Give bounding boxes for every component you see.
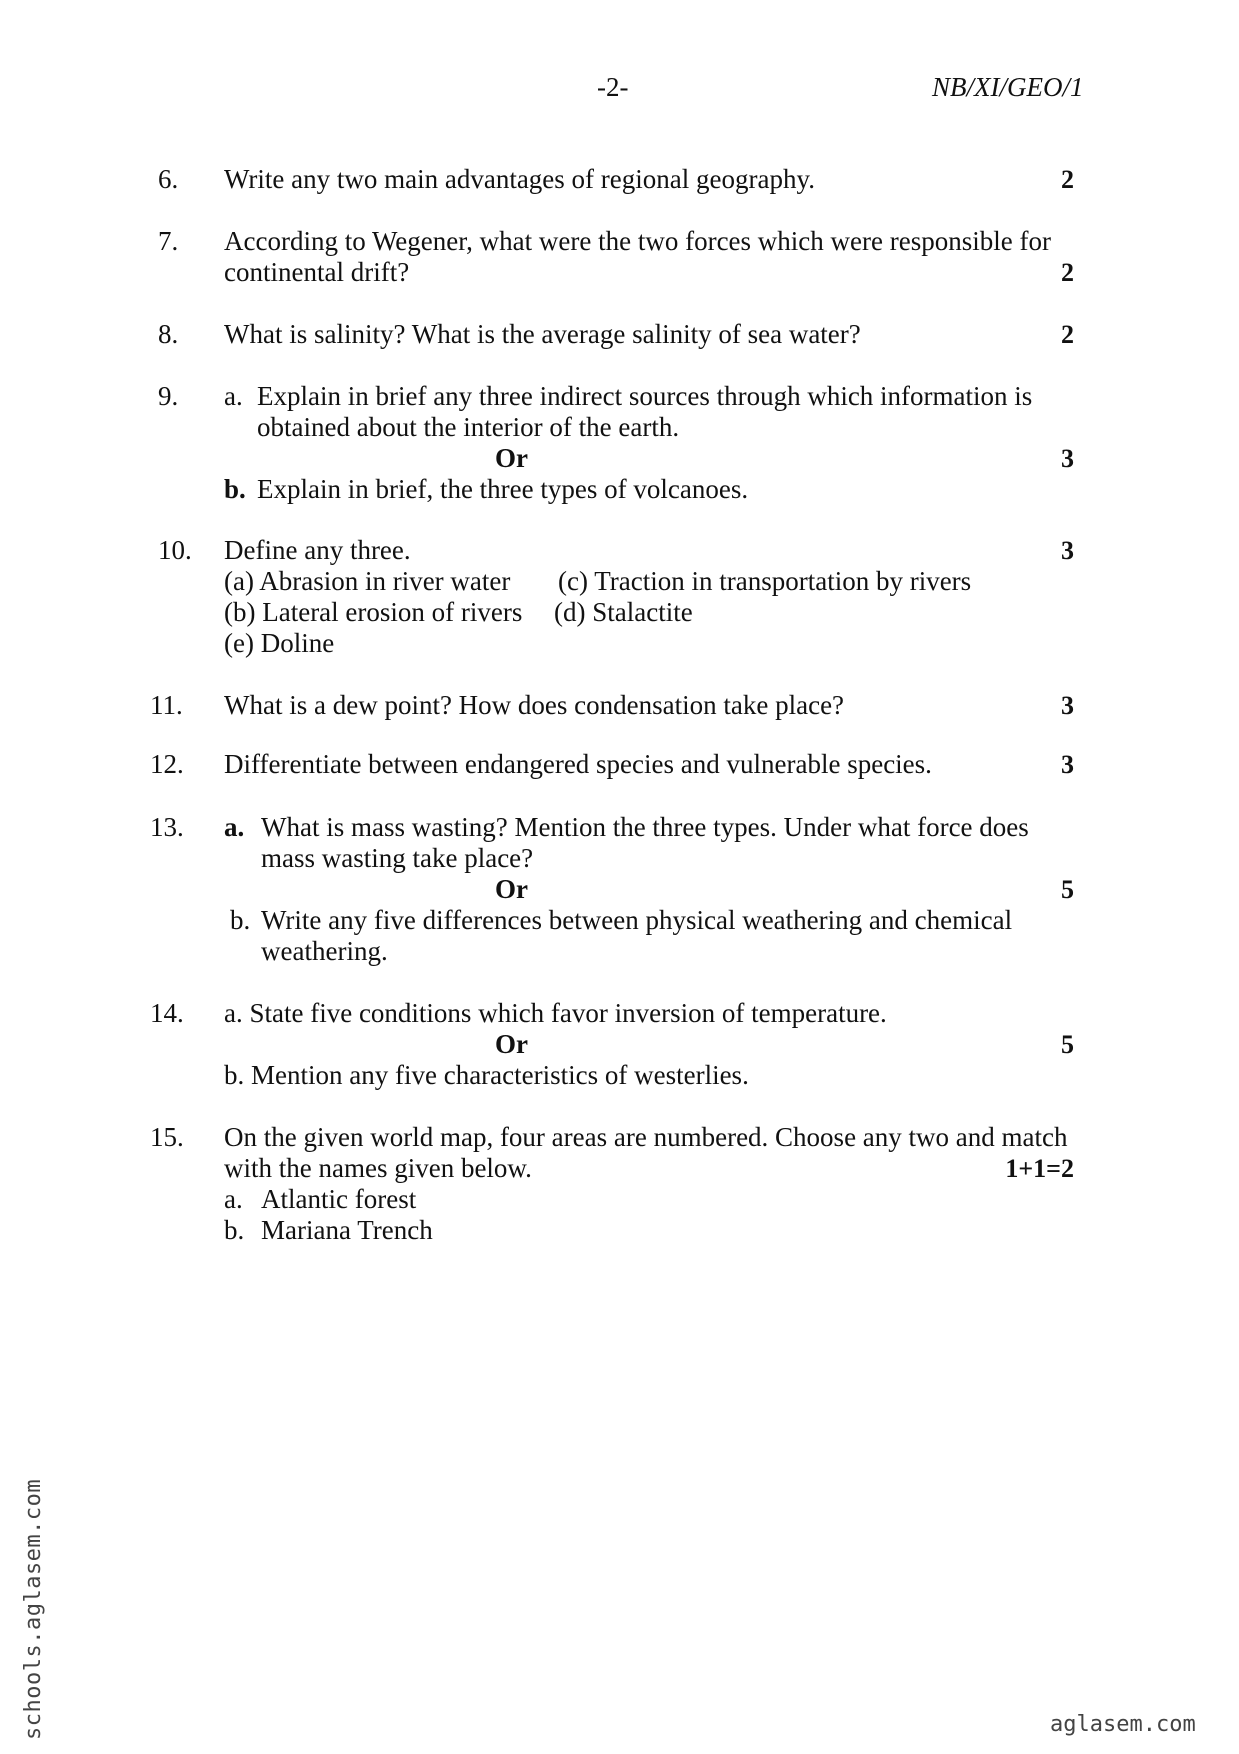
option-text: Mariana Trench: [261, 1215, 433, 1245]
marks: 5: [1061, 875, 1074, 904]
question-text: Write any two main advantages of regional geography.: [224, 164, 815, 194]
marks: 1+1=2: [1005, 1154, 1074, 1183]
option-label: b.: [224, 474, 246, 504]
marks: 2: [1061, 320, 1074, 349]
question-text: What is a dew point? How does condensation take place?: [224, 690, 845, 720]
paper-code: NB/XI/GEO/1: [932, 72, 1084, 102]
option-label: a.: [224, 381, 243, 411]
question-text: Define any three.: [224, 535, 411, 565]
question-text: Write any five differences between physical weathering and chemical: [261, 905, 1013, 935]
option-d: (d) Stalactite: [554, 597, 693, 627]
question-text: Explain in brief any three indirect sources through which information is: [257, 381, 1033, 411]
option-c: (c) Traction in transportation by rivers: [558, 566, 972, 596]
page-number: -2-: [597, 72, 629, 102]
question-text: mass wasting take place?: [261, 843, 534, 873]
option-label: b.: [224, 1215, 245, 1245]
question-text: with the names given below.: [224, 1153, 532, 1183]
option-e: (e) Doline: [224, 628, 335, 658]
question-text: On the given world map, four areas are numbered. Choose any two and match: [224, 1122, 1068, 1152]
side-watermark: schools.aglasem.com: [21, 1478, 46, 1740]
marks: 3: [1061, 444, 1074, 473]
question-number: 6.: [158, 164, 179, 194]
question-number: 12.: [150, 749, 184, 779]
question-text: a. State five conditions which favor inversion of temperature.: [224, 998, 887, 1028]
question-number: 9.: [158, 381, 179, 411]
question-text: What is mass wasting? Mention the three types. Under what force does: [261, 812, 1029, 842]
question-text: weathering.: [261, 936, 388, 966]
question-number: 13.: [150, 812, 184, 842]
question-text: Explain in brief, the three types of volcanoes.: [257, 474, 749, 504]
question-number: 8.: [158, 319, 179, 349]
bottom-watermark: aglasem.com: [1050, 1712, 1196, 1737]
option-b: (b) Lateral erosion of rivers: [224, 597, 523, 627]
question-number: 10.: [158, 535, 192, 565]
question-number: 11.: [150, 690, 183, 720]
option-text: Atlantic forest: [261, 1184, 417, 1214]
question-text: continental drift?: [224, 257, 410, 287]
marks: 3: [1061, 750, 1074, 779]
question-text: According to Wegener, what were the two forces which were responsible for: [224, 226, 1051, 256]
option-a: (a) Abrasion in river water: [224, 566, 511, 596]
or-separator: Or: [495, 874, 528, 904]
question-number: 14.: [150, 998, 184, 1028]
question-text: Differentiate between endangered species and vulnerable species.: [224, 749, 932, 779]
question-number: 15.: [150, 1122, 184, 1152]
marks: 2: [1061, 165, 1074, 194]
or-separator: Or: [495, 443, 528, 473]
option-label: b.: [230, 905, 251, 935]
marks: 3: [1061, 691, 1074, 720]
question-text: obtained about the interior of the earth.: [257, 412, 680, 442]
question-text: b. Mention any five characteristics of westerlies.: [224, 1060, 749, 1090]
marks: 2: [1061, 258, 1074, 287]
question-number: 7.: [158, 226, 179, 256]
or-separator: Or: [495, 1029, 528, 1059]
marks: 5: [1061, 1030, 1074, 1059]
marks: 3: [1061, 536, 1074, 565]
option-label: a.: [224, 812, 245, 842]
question-text: What is salinity? What is the average salinity of sea water?: [224, 319, 861, 349]
option-label: a.: [224, 1184, 243, 1214]
